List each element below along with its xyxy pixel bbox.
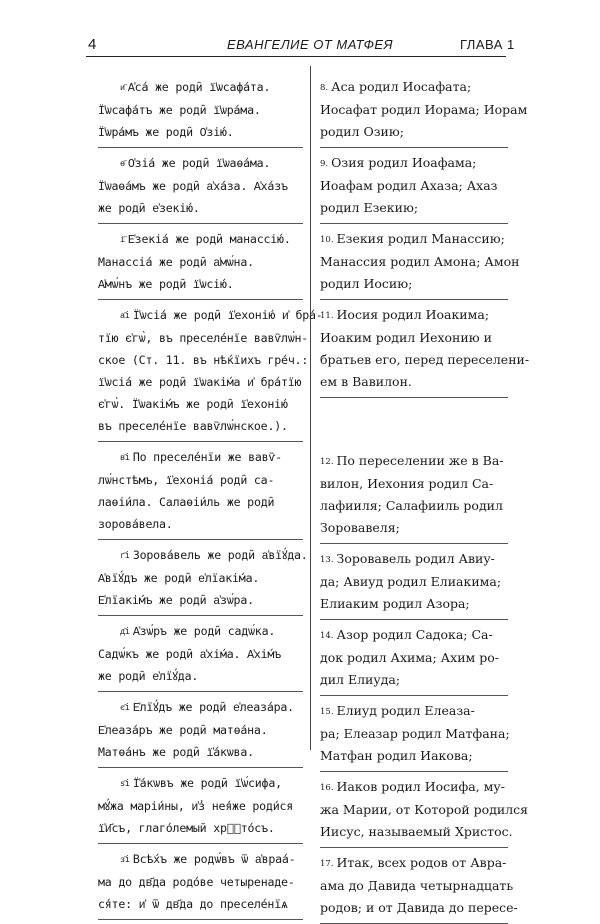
verse-line <box>320 745 508 767</box>
verse-line <box>98 491 303 513</box>
verse-line <box>320 197 508 219</box>
verse-text: родил Иосию; <box>320 276 413 291</box>
verse-text: Всѣ́хъ же родѡ́въ ѿ а҆враа́- <box>132 852 296 866</box>
verse-text: Иисус, называемый Христос. <box>320 824 513 839</box>
verse-text: ем в Вавилон. <box>320 374 412 389</box>
verse-number: г҃і <box>120 551 130 561</box>
verse-text: Е҆лїакі́мъ же роди̑ а҆зѡ́ра. <box>98 593 254 607</box>
verse-line <box>320 593 508 615</box>
verse-line <box>98 893 303 915</box>
verse-line <box>98 371 303 393</box>
verse-text: же роди̑ е҆зекі́ю. <box>98 201 200 215</box>
verse-line <box>320 723 508 745</box>
verse-line <box>98 567 303 589</box>
verse-text: Зорова́вель же роди̑ а҆вїꙋ́да. <box>132 548 308 562</box>
verse-number: 12. <box>320 457 334 467</box>
verse-text: Ї҆ѡсафа́тъ же роди̑ ї҆ѡра́ма. <box>98 103 261 117</box>
verse-text: родил Озию; <box>320 124 404 139</box>
verse-line <box>98 871 303 893</box>
verse-text: да; Авиуд родил Елиакима; <box>320 574 502 589</box>
verse-line <box>98 719 303 741</box>
verse-line <box>320 821 513 843</box>
verse-line <box>98 327 309 349</box>
verse-text: Иоафам родил Ахаза; Ахаз <box>320 178 498 193</box>
verse-block <box>98 72 303 148</box>
verse-text: А҆вїꙋ́дъ же роди̑ е҆лїакі́ма. <box>98 571 260 585</box>
verse-text: По преселе́нїи же вавѷ- <box>132 450 282 464</box>
verse-number: ѕ҃і <box>120 779 130 789</box>
verse-text: Аса родил Иосафата; <box>331 79 472 94</box>
verse-number: д҃і <box>120 627 130 637</box>
verse-text: ма до дв҃да родо́ве четыренаде- <box>98 875 295 889</box>
running-header <box>0 0 600 62</box>
verse-text: ся́те: и҆ ѿ дв҃да до преселе́нїѧ <box>98 897 288 911</box>
verse-text: Езекия родил Манассию; <box>336 231 505 246</box>
verse-text: є҆гѡ̀. Ї҆ѡакі́мъ же роди̑ ї҆ехоні́ю <box>98 397 288 411</box>
verse-line <box>98 228 303 251</box>
verse-block <box>320 300 530 398</box>
verse-line <box>98 99 303 121</box>
verse-line <box>320 517 508 539</box>
verse-text: Е҆лїꙋ́дъ же роди̑ е҆леаза́ра. <box>132 700 294 714</box>
verse-text: жа Марии, от Которой родился <box>320 802 529 817</box>
verse-number: и҃ <box>120 83 125 93</box>
verse-line <box>320 251 520 273</box>
verse-line <box>98 393 303 415</box>
verse-block <box>320 72 528 148</box>
verse-text: лаѳі́ила. Салаѳі́иль же роди̑ <box>98 495 275 509</box>
verse-number: 8. <box>320 83 329 93</box>
verse-line <box>320 228 508 251</box>
verse-text: Манассия родил Амона; Амон <box>320 254 520 269</box>
verse-line <box>98 76 303 99</box>
verse-text: Итак, всех родов от Авра- <box>336 855 507 870</box>
verse-block <box>320 544 508 620</box>
verse-line <box>320 495 508 517</box>
verse-line <box>320 304 508 327</box>
verse-text: О҆зі́а же роди̑ ї҆ѡаѳа́ма. <box>127 156 271 170</box>
verse-number: ѳ҃ <box>120 159 125 169</box>
verse-text: Зоровавеля; <box>320 520 400 535</box>
verse-number: з҃і <box>120 855 130 865</box>
verse-line <box>98 848 303 871</box>
verse-line <box>320 327 508 349</box>
verse-line <box>98 469 303 491</box>
verse-block <box>98 692 303 768</box>
verse-block <box>98 616 303 692</box>
verse-line <box>98 696 303 719</box>
verse-text: же роди̑ е҆лїꙋ́да. <box>98 669 199 683</box>
verse-line <box>98 772 303 795</box>
chapter-label: ГЛАВА 1 <box>460 37 515 52</box>
verse-number: 9. <box>320 159 329 169</box>
verse-text: Ї҆ѡра́мъ же роди̑ О҆зі́ю. <box>98 125 234 139</box>
verse-block <box>98 540 308 616</box>
verse-text: вилон, Иехония родил Са- <box>320 476 494 491</box>
verse-line <box>98 665 303 687</box>
verse-line <box>98 643 303 665</box>
verse-line <box>98 513 303 535</box>
verse-line <box>98 175 303 197</box>
verse-line <box>320 624 508 647</box>
verse-line <box>98 817 303 839</box>
verse-text: А҆зѡ́ръ же роди̑ садѡ́ка. <box>132 624 276 638</box>
verse-line <box>320 571 508 593</box>
verse-number: в҃і <box>120 453 130 463</box>
verse-line <box>98 197 303 219</box>
verse-line <box>320 371 508 393</box>
verse-text: Елиаким родил Азора; <box>320 596 470 611</box>
verse-line <box>320 450 508 473</box>
verse-block <box>98 844 303 920</box>
verse-text: братьев его, перед переселени- <box>320 352 530 367</box>
verse-number: і҃ <box>120 235 125 245</box>
verse-line <box>320 647 508 669</box>
verse-block <box>320 620 508 696</box>
verse-text: Матфан родил Иакова; <box>320 748 473 763</box>
verse-text: ра; Елеазар родил Матфана; <box>320 726 510 741</box>
verse-line <box>98 349 309 371</box>
verse-text: Ї҆а́кѡвъ же роди̑ ї҆ѡ́сифа, <box>132 776 282 790</box>
verse-text: Иосия родил Иоакима; <box>336 307 490 322</box>
verse-number: 10. <box>320 235 334 245</box>
verse-text: Елиуд родил Елеаза- <box>336 703 475 718</box>
verse-block <box>98 768 303 844</box>
verse-text: ама до Давида четырнадцать <box>320 878 514 893</box>
verse-text: тїю є҆гѡ̀, въ преселе́нїе вавѷлѡ́н- <box>98 331 309 345</box>
verse-number: а҃і <box>120 311 130 321</box>
verse-text: Зоровавель родил Авиу- <box>336 551 495 566</box>
verse-text: Ї҆ѡаѳа́мъ же роди̑ а҆ха́за. А҆ха́зъ <box>98 179 288 193</box>
verse-text: Иосафат родил Иорама; Иорам <box>320 102 528 117</box>
verse-line <box>320 121 508 143</box>
verse-text: ское (Ст. 11. въ нѣ́кїихъ гре́ч.: <box>98 353 309 367</box>
verse-block <box>320 696 508 772</box>
verse-text: Ї҆ѡсі́а же роди̑ ї҆ехоні́ю и҆ бра́- <box>132 308 323 322</box>
verse-number: 17. <box>320 859 334 869</box>
verse-text: мꙋ́жа марі́ины, и҆з̾ нея́же роди́ся <box>98 799 294 813</box>
verse-text: Иаков родил Иосифа, му- <box>336 779 505 794</box>
verse-block <box>320 772 529 848</box>
verse-text: родов; и от Давида до пересе- <box>320 900 518 915</box>
verse-text: родил Езекию; <box>320 200 419 215</box>
verse-line <box>320 799 529 821</box>
verse-line <box>98 152 303 175</box>
verse-line <box>320 700 508 723</box>
verse-block <box>98 148 303 224</box>
verse-text: Иоаким родил Иехонию и <box>320 330 492 345</box>
verse-line <box>320 175 508 197</box>
verse-block <box>98 224 303 300</box>
verse-number: 16. <box>320 783 334 793</box>
slavonic-column <box>98 72 323 920</box>
verse-line <box>98 415 303 437</box>
verse-block <box>98 442 303 540</box>
verse-block <box>98 300 323 442</box>
verse-line <box>320 99 528 121</box>
verse-line <box>98 589 303 611</box>
verse-text: въ преселе́нїе вавѷлѡ́нское.). <box>98 419 288 433</box>
verse-line <box>320 875 514 897</box>
verse-line <box>320 852 508 875</box>
verse-text: Е҆зекі́а же роди̑ манассі́ю. <box>127 232 291 246</box>
verse-line <box>98 446 303 469</box>
verse-line <box>320 273 508 295</box>
running-title: ЕВАНГЕЛИЕ ОТ МАТФЕЯ <box>227 37 393 52</box>
verse-number: 14. <box>320 631 334 641</box>
verse-text: Озия родил Иоафама; <box>331 155 477 170</box>
verse-block <box>320 446 508 544</box>
verse-line <box>98 121 303 143</box>
verse-line <box>320 473 508 495</box>
verse-text: Садѡ́къ же роди̑ а҆хі́ма. А҆хі́мъ <box>98 647 281 661</box>
verse-text: А҆са́ же роди̑ ї҆ѡсафа́та. <box>127 80 271 94</box>
verse-line <box>98 273 303 295</box>
page-number: 4 <box>88 36 97 53</box>
verse-block <box>320 848 518 924</box>
header-rule <box>86 56 506 57</box>
verse-text: Е҆леаза́ръ же роди̑ матѳа́на. <box>98 723 268 737</box>
verse-text: лафииля; Салафииль родил <box>320 498 503 513</box>
verse-line <box>320 349 530 371</box>
verse-text: зорова́вела. <box>98 517 173 531</box>
verse-text: лѡ́нстѣмъ, ї҆ехоні́а роди̑ са- <box>98 473 275 487</box>
verse-block <box>320 224 520 300</box>
verse-text: ї҆ѡсі́а же роди̑ ї҆ѡакі́ма и҆ бра́тїю <box>98 375 302 389</box>
verse-line <box>320 669 508 691</box>
verse-line <box>98 544 308 567</box>
verse-line <box>98 304 323 327</box>
verse-text: Матѳа́нъ же роди̑ ї҆а́кѡва. <box>98 745 254 759</box>
verse-line <box>320 76 508 99</box>
verse-number: 15. <box>320 707 334 717</box>
verse-text: По переселении же в Ва- <box>336 453 504 468</box>
verse-line <box>98 251 303 273</box>
verse-line <box>98 795 303 817</box>
verse-text: док родил Ахима; Ахим ро- <box>320 650 499 665</box>
verse-text: Манассі́а же роди̑ а҆мѡ́на. <box>98 255 254 269</box>
verse-number: 13. <box>320 555 334 565</box>
verse-number: є҃і <box>120 703 130 713</box>
verse-number: 11. <box>320 311 334 321</box>
verse-line <box>98 620 303 643</box>
verse-text: А҆мѡ́нъ же роди̑ ї҆ѡсі́ю. <box>98 277 234 291</box>
verse-text: ї҆и҃съ, глаго́лемый хрⷭ҇то́съ. <box>98 821 275 835</box>
column-divider <box>310 66 311 750</box>
verse-line <box>320 152 508 175</box>
verse-line <box>320 897 518 919</box>
verse-block <box>320 148 508 224</box>
verse-text: Азор родил Садока; Са- <box>336 627 493 642</box>
verse-text: дил Елиуда; <box>320 672 401 687</box>
verse-line <box>320 548 508 571</box>
verse-line <box>98 741 303 763</box>
verse-line <box>320 776 508 799</box>
russian-column <box>320 72 530 924</box>
